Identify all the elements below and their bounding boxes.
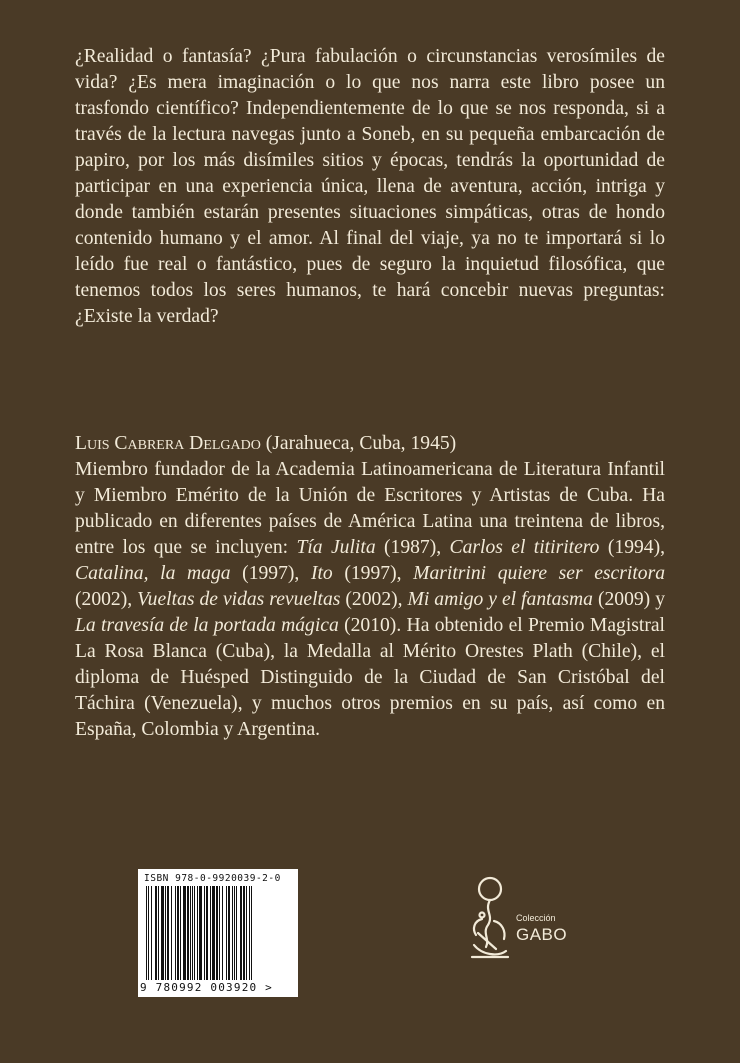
barcode-bar (236, 886, 237, 980)
barcode-bar (226, 886, 227, 980)
book-title: Catalina, la maga (75, 563, 231, 584)
book-year: (2009) y (592, 589, 665, 610)
bio-intro: Miembro fundador de la Academia Latinoamericana de Literatura Infantil y Miembro Emérito de la Unión de Escritores y Artistas de Cuba. Ha publicado en diferentes países de América Latina una treintena de libros, entre los que se incluyen: (75, 459, 665, 558)
book-year: (1994), (599, 537, 666, 558)
book-title: La travesía de la portada mágica (75, 615, 339, 636)
barcode-bar (228, 886, 230, 980)
barcode-bar (206, 886, 208, 980)
barcode-bar (219, 886, 220, 980)
book-title: Mi amigo y el fantasma (407, 589, 593, 610)
barcode-bar (155, 886, 157, 980)
barcode-bar (246, 886, 247, 980)
coleccion-gabo-logo (460, 875, 600, 965)
ean-digits: 9 780992 003920 > (140, 981, 273, 994)
barcode-bar (249, 886, 250, 980)
book-title: Maritrini quiere ser escritora (413, 563, 665, 584)
barcode-bar (204, 886, 205, 980)
author-origin: (Jarahueca, Cuba, 1945) (260, 433, 457, 454)
barcode-bar (243, 886, 245, 980)
book-year: (1997), (230, 563, 311, 584)
barcode-bar (216, 886, 218, 980)
barcode-bars (146, 886, 290, 980)
book-year: (1987), (375, 537, 450, 558)
logo-big-word: GABO (516, 925, 568, 944)
book-title: Vueltas de vidas revueltas (137, 589, 341, 610)
book-title: Tía Julita (296, 537, 376, 558)
author-bio (75, 431, 665, 743)
barcode-bar (194, 886, 195, 980)
barcode-bar (161, 886, 164, 980)
book-title: Ito (310, 563, 333, 584)
book-year: (2002), (340, 589, 408, 610)
barcode-bar (199, 886, 202, 980)
barcode-bar (210, 886, 211, 980)
book-year: (1997), (332, 563, 414, 584)
barcode-bar (180, 886, 181, 980)
synopsis-paragraph: ¿Realidad o fantasía? ¿Pura fabulación o circunstancias verosímiles de vida? ¿Es mera imaginación o lo que nos narra este libro posee un trasfondo científico? Independientemente de lo que se nos responda, si a través de la lectura navegas junto a Soneb, en su pequeña embarcación de papiro, por los más disímiles sitios y épocas, tendrás la oportunidad de participar en una experiencia única, llena de aventura, acción, intriga y donde también estarán presentes situaciones simpáticas, otras de hondo contenido humano y el amor. Al final del viaje, ya no te importará si lo leído fue real o fantástico, pues de seguro la inquietud filosófica, que tenemos todos los seres humanos, te hará concebir nuevas preguntas: ¿Existe la verdad? (75, 46, 665, 327)
barcode-bar (212, 886, 215, 980)
barcode-bar (183, 886, 186, 980)
logo-figure-icon (460, 875, 520, 965)
barcode-bar (192, 886, 193, 980)
barcode-bar (167, 886, 169, 980)
barcode-bar (234, 886, 235, 980)
isbn-label: ISBN 978-0-9920039-2-0 (144, 873, 281, 884)
barcode-bar (177, 886, 179, 980)
barcode-bar (146, 886, 147, 980)
barcode-bar (175, 886, 176, 980)
barcode-bar (222, 886, 223, 980)
isbn-barcode (138, 869, 298, 997)
logo-small-word: Colección (516, 913, 556, 923)
barcode-bar (190, 886, 191, 980)
barcode-bar (171, 886, 172, 980)
barcode-bar (187, 886, 189, 980)
barcode-bar (165, 886, 166, 980)
barcode-bar (240, 886, 242, 980)
barcode-bar (148, 886, 149, 980)
barcode-bar (251, 886, 252, 980)
author-name: Luis Cabrera Delgado (75, 433, 261, 454)
book-year: (2010). (338, 615, 407, 636)
bio-awards: Ha obtenido el Premio Magistral La Rosa Blanca (Cuba), la Medalla al Mérito Orestes Plath (Chile), el diploma de Huésped Distinguido de la Ciudad de San Cristóbal del Táchira (Venezuela), y muchos otros premios en su país, así como en España, Colombia y Argentina. (75, 615, 666, 740)
barcode-bar (151, 886, 152, 980)
barcode-bar (232, 886, 233, 980)
book-title: Carlos el titiritero (449, 537, 600, 558)
barcode-bar (158, 886, 159, 980)
book-year: (2002), (75, 589, 138, 610)
barcode-bar (197, 886, 198, 980)
